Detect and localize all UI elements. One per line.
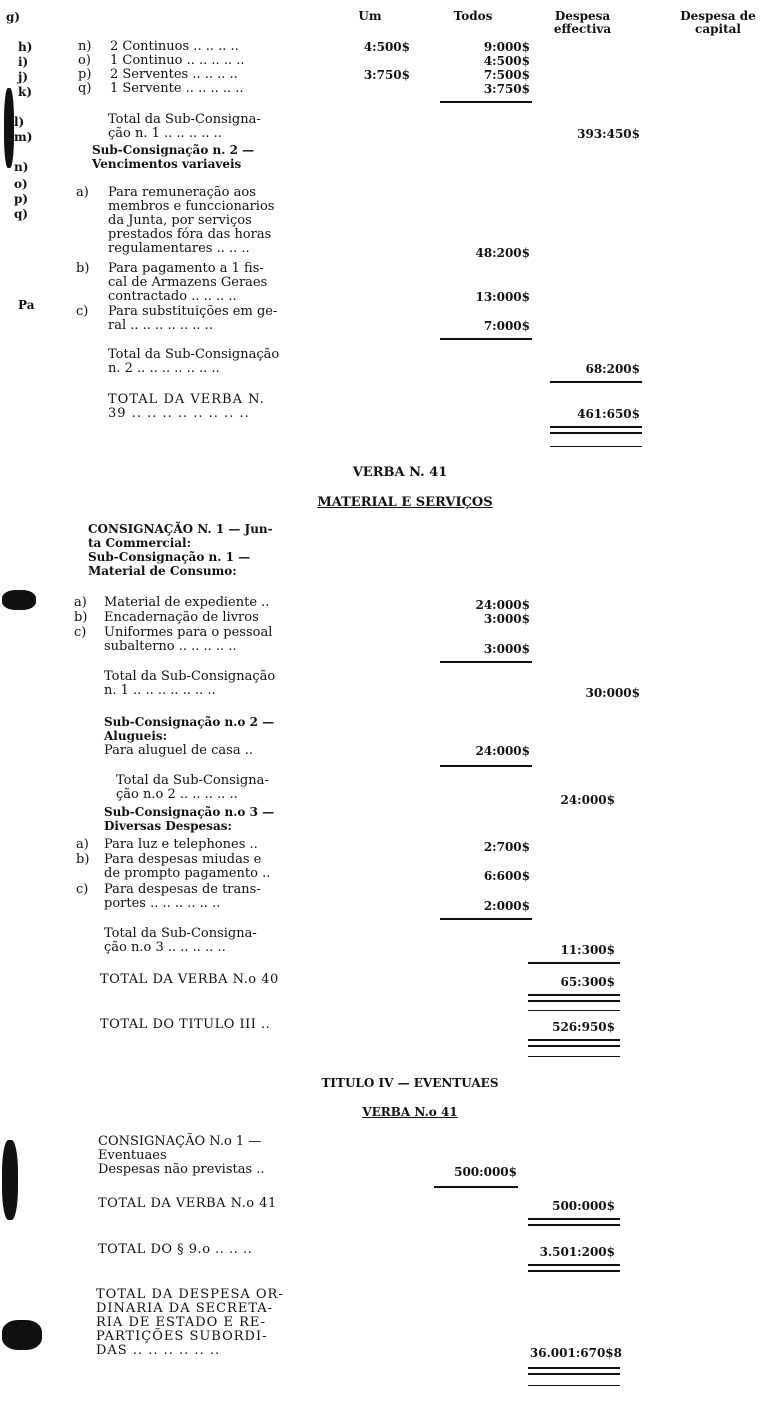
- total-rule: [528, 1039, 620, 1041]
- variable-letter: b): [76, 261, 90, 276]
- staff-todos: 4:500$: [483, 54, 530, 68]
- subtotal-rule: [440, 765, 532, 767]
- subtotal-rule: [434, 1186, 518, 1188]
- scan-blot: [2, 1140, 18, 1220]
- titulo-iii-total-value: 526:950$: [552, 1020, 615, 1034]
- paragraph-total-label: TOTAL DO § 9.o .. .. ..: [98, 1242, 253, 1257]
- total-rule: [528, 1264, 620, 1266]
- verba-39-total-label: TOTAL DA VERBA N. 39 .. .. .. .. .. .. .. ..: [108, 392, 265, 421]
- top-marker: g): [6, 10, 21, 24]
- sub3-total-value: 11:300$: [560, 943, 615, 957]
- verba-41b-heading: VERBA N.o 41: [362, 1105, 458, 1119]
- material-text: Material de expediente ..: [104, 595, 270, 610]
- verba-41-total-value: 500:000$: [552, 1199, 615, 1213]
- sub3-heading: Sub-Consignação n.o 3 — Diversas Despesas:: [104, 805, 275, 833]
- col-header-despesa-capital: Despesa de capital: [680, 9, 756, 36]
- staff-todos: 9:000$: [483, 40, 530, 54]
- total-rule: [528, 1270, 620, 1272]
- material-letter: c): [74, 625, 87, 640]
- variable-text: Para substituições em ge- ral .. .. .. .. .. .. ..: [108, 304, 278, 333]
- rent-text: Para aluguel de casa ..: [104, 743, 253, 758]
- total-rule: [528, 1218, 620, 1220]
- margin-letter: h): [18, 40, 33, 54]
- diverse-todos: 2:700$: [483, 840, 530, 854]
- eventuaes-todos: 500:000$: [454, 1165, 517, 1179]
- diverse-todos: 2:000$: [483, 899, 530, 913]
- variable-todos: 13:000$: [475, 290, 530, 304]
- verba-41-total-label: TOTAL DA VERBA N.o 41: [98, 1196, 277, 1211]
- staff-text: 1 Servente .. .. .. .. ..: [110, 81, 244, 96]
- rent-total-value: 24:000$: [560, 793, 615, 807]
- total-rule: [550, 426, 642, 428]
- material-total-label: Total da Sub-Consignação n. 1 .. .. .. .. .. .. ..: [104, 669, 276, 698]
- variable-letter: a): [76, 185, 89, 200]
- diverse-text: Para luz e telephones ..: [104, 837, 258, 852]
- col-header-um: Um: [358, 9, 382, 23]
- sub2-alugueis-heading: Sub-Consignação n.o 2 — Alugueis:: [104, 715, 275, 743]
- margin-fragment: Pa: [18, 298, 35, 312]
- eventuaes-heading: CONSIGNAÇÃO N.o 1 — Eventuaes: [98, 1134, 262, 1163]
- verba-41-subtitle: MATERIAL E SERVIÇOS: [317, 495, 493, 510]
- staff-todos: 3:750$: [483, 82, 530, 96]
- total-rule: [550, 446, 642, 447]
- staff-todos: 7:500$: [483, 68, 530, 82]
- material-todos: 3:000$: [483, 642, 530, 656]
- verba-41-title: VERBA N. 41: [352, 465, 448, 480]
- titulo-iv-heading: TITULO IV — EVENTUAES: [321, 1076, 499, 1090]
- material-todos: 3:000$: [483, 612, 530, 626]
- diverse-text: Para despesas de trans- portes .. .. .. .. .. ..: [104, 882, 261, 911]
- material-letter: a): [74, 595, 87, 610]
- total-rule: [528, 1385, 620, 1386]
- sub3-total-label: Total da Sub-Consigna- ção n.o 3 .. .. .. .. ..: [104, 926, 257, 955]
- col-header-todos: Todos: [453, 9, 493, 23]
- scan-blot: [4, 88, 14, 168]
- subtotal-rule: [550, 381, 642, 383]
- margin-letter: l): [14, 115, 25, 129]
- total-rule: [528, 1045, 620, 1047]
- staff-text: 2 Serventes .. .. .. ..: [110, 67, 238, 82]
- verba-40-total-value: 65:300$: [560, 975, 615, 989]
- sub1-total-label: Total da Sub-Consigna- ção n. 1 .. .. .. .. ..: [108, 112, 261, 141]
- sub2-total-value: 68:200$: [585, 362, 640, 376]
- margin-letter: q): [14, 207, 29, 221]
- diverse-todos: 6:600$: [483, 869, 530, 883]
- variable-todos: 7:000$: [483, 319, 530, 333]
- margin-letter: m): [14, 130, 33, 144]
- diverse-letter: b): [76, 852, 90, 867]
- total-rule: [528, 1367, 620, 1369]
- margin-letter: k): [18, 85, 32, 99]
- grand-total-label: TOTAL DA DESPESA OR- DINARIA DA SECRETA- RIA DE ESTADO E RE- PARTIÇÕES SUBORDI- DAS .. .. .. .. .. ..: [96, 1287, 284, 1358]
- total-rule: [528, 1224, 620, 1226]
- total-rule: [528, 1010, 620, 1011]
- variable-letter: c): [76, 304, 89, 319]
- total-rule: [528, 1056, 620, 1057]
- margin-letter: n): [14, 160, 29, 174]
- variable-text: Para pagamento a 1 fis- cal de Armazens Geraes contractado .. .. .. ..: [108, 261, 268, 304]
- material-text: Uniformes para o pessoal subalterno .. .. .. .. ..: [104, 625, 273, 654]
- staff-letter: p): [78, 67, 92, 82]
- material-total-value: 30:000$: [585, 686, 640, 700]
- staff-text: 1 Continuo .. .. .. .. ..: [110, 53, 245, 68]
- staff-letter: n): [78, 39, 92, 54]
- diverse-letter: c): [76, 882, 89, 897]
- rent-todos: 24:000$: [475, 744, 530, 758]
- subtotal-rule: [440, 918, 532, 920]
- paragraph-total-value: 3.501:200$: [539, 1245, 615, 1259]
- staff-um: 3:750$: [363, 68, 410, 82]
- sub1-total-value: 393:450$: [577, 127, 640, 141]
- diverse-text: Para despesas miudas e de prompto pagamento ..: [104, 852, 271, 881]
- grand-total-value: 36.001:670$8: [529, 1346, 622, 1360]
- staff-letter: q): [78, 81, 92, 96]
- eventuaes-text: Despesas não previstas ..: [98, 1162, 265, 1177]
- subtotal-rule: [528, 962, 620, 964]
- total-rule: [550, 432, 642, 434]
- staff-um: 4:500$: [363, 40, 410, 54]
- staff-text: 2 Continuos .. .. .. ..: [110, 39, 239, 54]
- variable-todos: 48:200$: [475, 246, 530, 260]
- subtotal-rule: [440, 101, 532, 103]
- variable-text: Para remuneração aos membros e funccionarios da Junta, por serviços prestados fóra das horas regulamentares .. .. ..: [108, 185, 275, 256]
- total-rule: [528, 994, 620, 996]
- margin-letter: j): [18, 70, 29, 84]
- material-letter: b): [74, 610, 88, 625]
- subtotal-rule: [440, 661, 532, 663]
- col-header-despesa-effectiva: Despesa effectiva: [553, 9, 612, 36]
- sub2-total-label: Total da Sub-Consignação n. 2 .. .. .. .. .. .. ..: [108, 347, 280, 376]
- staff-letter: o): [78, 53, 91, 68]
- titulo-iii-total-label: TOTAL DO TITULO III ..: [100, 1017, 271, 1032]
- diverse-letter: a): [76, 837, 89, 852]
- total-rule: [528, 1000, 620, 1002]
- total-rule: [528, 1373, 620, 1375]
- verba-39-total-value: 461:650$: [577, 407, 640, 421]
- margin-letter: i): [18, 55, 29, 69]
- margin-letter: p): [14, 192, 29, 206]
- scan-blot: [2, 1320, 42, 1350]
- consig1-heading: CONSIGNAÇÃO N. 1 — Jun- ta Commercial: Sub-Consignação n. 1 — Material de Consumo:: [88, 522, 273, 578]
- margin-letter: o): [14, 177, 28, 191]
- scan-blot: [2, 590, 36, 610]
- material-text: Encadernação de livros: [104, 610, 259, 625]
- subtotal-rule: [440, 338, 532, 340]
- sub2-heading: Sub-Consignação n. 2 — Vencimentos variaveis: [92, 143, 255, 171]
- verba-40-total-label: TOTAL DA VERBA N.o 40: [100, 972, 279, 987]
- rent-total-label: Total da Sub-Consigna- ção n.o 2 .. .. .. .. ..: [116, 773, 269, 802]
- material-todos: 24:000$: [475, 598, 530, 612]
